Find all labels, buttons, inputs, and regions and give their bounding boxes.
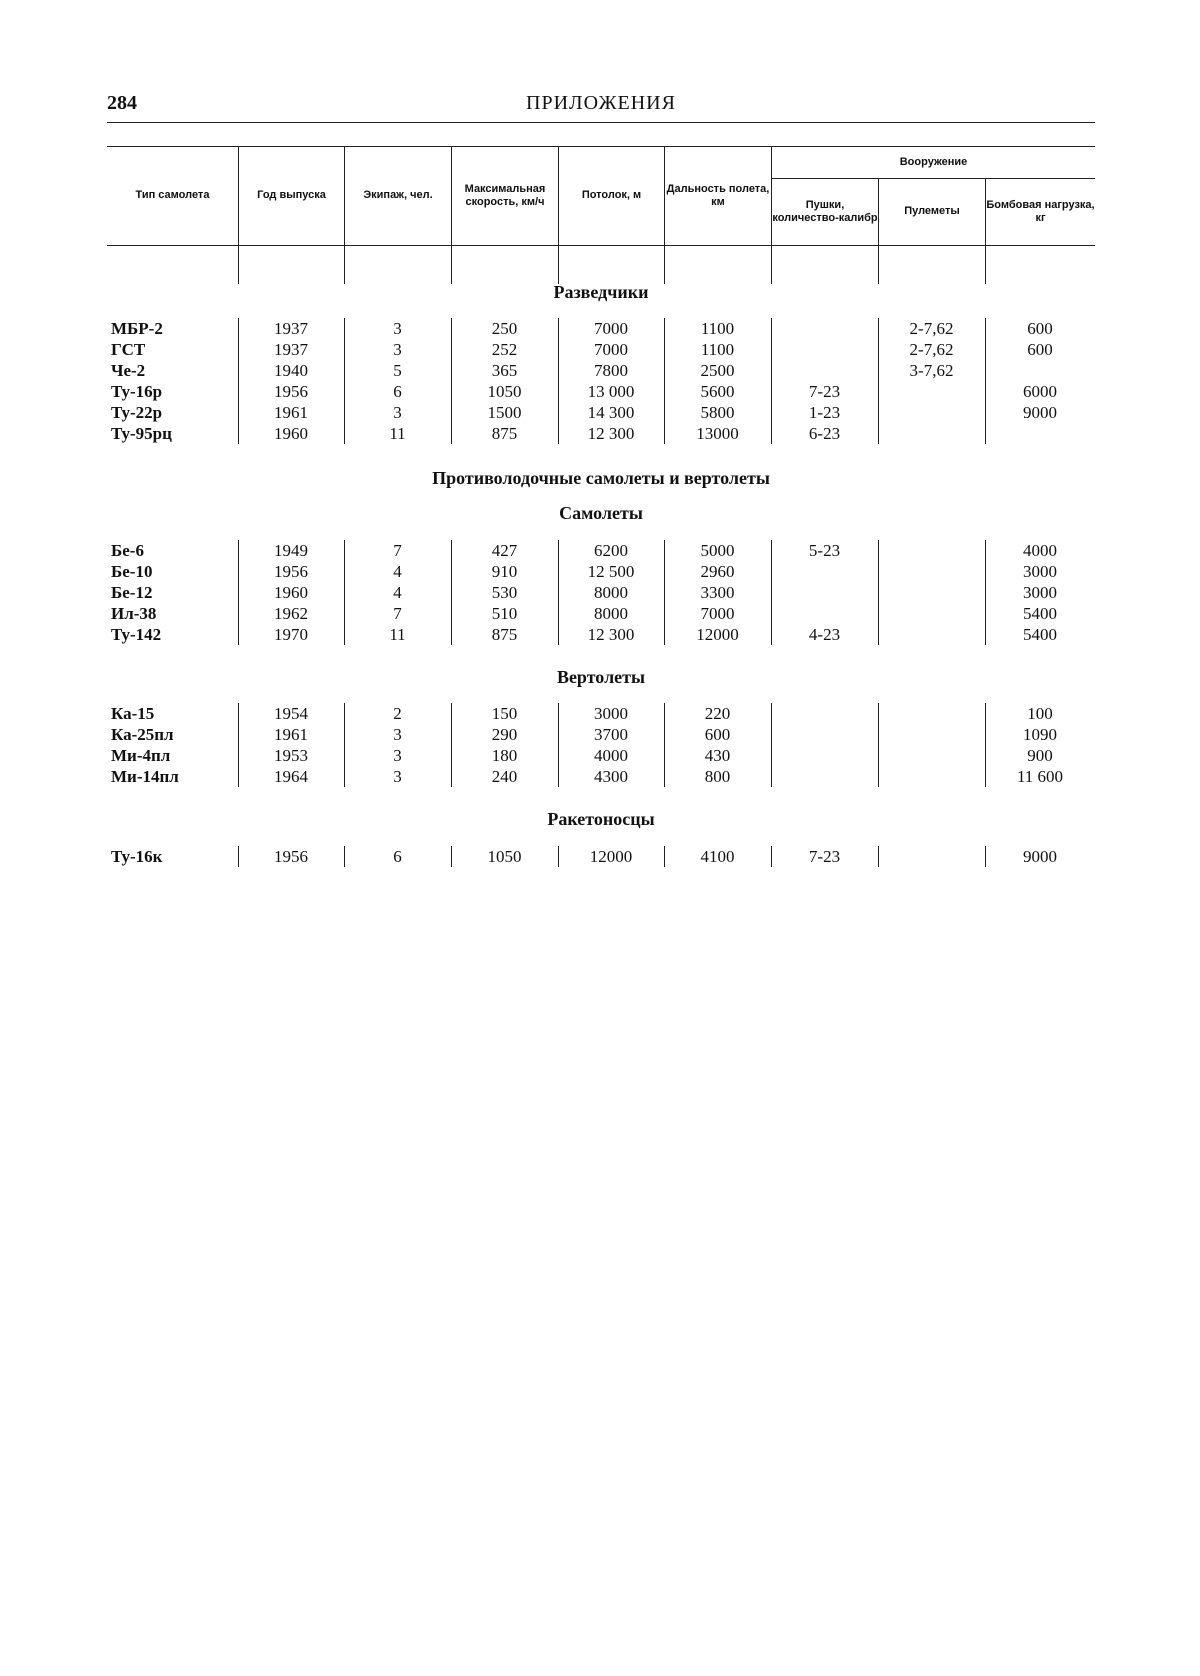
header-bomb-load: Бомбовая нагрузка, кг bbox=[985, 179, 1095, 245]
column-rule bbox=[558, 540, 559, 645]
cell-range: 4100 bbox=[700, 847, 735, 866]
column-rule bbox=[985, 846, 986, 867]
cell-year: 1961 bbox=[274, 725, 308, 744]
cell-year: 1960 bbox=[274, 583, 308, 602]
column-rule bbox=[771, 846, 772, 867]
header-speed: Максимальная скорость, км/ч bbox=[451, 147, 558, 245]
cell-bomb-load: 100 bbox=[1027, 704, 1053, 723]
column-rule bbox=[664, 703, 665, 787]
cell-speed: 910 bbox=[491, 562, 518, 581]
cell-range: 3300 bbox=[700, 583, 735, 602]
table-row bbox=[107, 360, 1095, 381]
column-rule bbox=[771, 540, 772, 645]
cell-range: 1100 bbox=[700, 319, 735, 338]
cell-range: 2960 bbox=[700, 562, 735, 581]
cell-guns bbox=[771, 724, 878, 745]
cell-guns: 6-23 bbox=[808, 424, 841, 443]
cell-bomb-load: 6000 bbox=[1023, 382, 1057, 401]
cell-type: МБР-2 bbox=[111, 319, 163, 338]
cell-speed: 510 bbox=[491, 604, 518, 623]
header-armament: Вооружение bbox=[771, 147, 1095, 179]
cell-ceiling: 4300 bbox=[594, 767, 628, 786]
cell-type: Бе-10 bbox=[111, 562, 153, 581]
column-rule bbox=[878, 703, 879, 787]
header-range: Дальность полета, км bbox=[664, 147, 771, 245]
cell-type: Ка-25пл bbox=[111, 725, 174, 744]
cell-range: 7000 bbox=[700, 604, 735, 623]
table-group-missile bbox=[107, 846, 1095, 867]
cell-bomb-load: 600 bbox=[1027, 340, 1053, 359]
column-rule bbox=[985, 703, 986, 787]
cell-speed: 427 bbox=[491, 541, 518, 560]
running-title: ПРИЛОЖЕНИЯ bbox=[526, 92, 676, 114]
column-rule bbox=[344, 244, 345, 284]
cell-crew: 3 bbox=[393, 767, 402, 786]
cell-bomb-load: 9000 bbox=[1023, 847, 1057, 866]
cell-ceiling: 7000 bbox=[594, 340, 628, 359]
cell-crew: 11 bbox=[389, 424, 406, 443]
cell-crew: 3 bbox=[393, 319, 402, 338]
cell-speed: 1500 bbox=[487, 403, 522, 422]
cell-type: Ту-16к bbox=[111, 847, 163, 866]
cell-range: 5600 bbox=[700, 382, 735, 401]
cell-type: Бе-6 bbox=[111, 541, 144, 560]
cell-crew: 3 bbox=[393, 746, 402, 765]
cell-crew: 6 bbox=[393, 382, 402, 401]
cell-guns bbox=[771, 703, 878, 724]
column-rule bbox=[451, 540, 452, 645]
cell-guns bbox=[771, 745, 878, 766]
cell-bomb-load: 3000 bbox=[1023, 583, 1057, 602]
column-rule bbox=[238, 244, 239, 284]
cell-range: 800 bbox=[704, 767, 731, 786]
column-rule bbox=[344, 318, 345, 444]
cell-machine-guns bbox=[878, 703, 985, 724]
column-rule bbox=[771, 703, 772, 787]
cell-speed: 180 bbox=[491, 746, 518, 765]
cell-crew: 4 bbox=[393, 562, 402, 581]
cell-machine-guns bbox=[878, 582, 985, 603]
cell-year: 1937 bbox=[274, 319, 308, 338]
cell-type: Ту-16р bbox=[111, 382, 163, 401]
cell-guns bbox=[771, 766, 878, 787]
cell-guns: 1-23 bbox=[808, 403, 841, 422]
cell-ceiling: 8000 bbox=[594, 604, 628, 623]
cell-type: Ми-14пл bbox=[111, 767, 179, 786]
table-row bbox=[107, 381, 1095, 402]
table-row bbox=[107, 724, 1095, 745]
cell-machine-guns bbox=[878, 846, 985, 867]
header-crew: Экипаж, чел. bbox=[344, 147, 451, 245]
cell-ceiling: 14 300 bbox=[587, 403, 635, 422]
cell-crew: 2 bbox=[393, 704, 402, 723]
column-rule bbox=[878, 540, 879, 645]
cell-speed: 290 bbox=[491, 725, 518, 744]
cell-crew: 7 bbox=[393, 541, 402, 560]
cell-range: 220 bbox=[704, 704, 731, 723]
header-year: Год выпуска bbox=[238, 147, 344, 245]
cell-bomb-load bbox=[985, 360, 1095, 381]
cell-machine-guns bbox=[878, 381, 985, 402]
table-row bbox=[107, 846, 1095, 867]
cell-ceiling: 12 500 bbox=[587, 562, 635, 581]
table-header bbox=[107, 146, 1095, 246]
cell-guns bbox=[771, 603, 878, 624]
column-rule bbox=[451, 244, 452, 284]
table-row bbox=[107, 766, 1095, 787]
table-row bbox=[107, 423, 1095, 444]
cell-bomb-load: 4000 bbox=[1023, 541, 1057, 560]
cell-type: Ту-142 bbox=[111, 625, 162, 644]
column-rules bbox=[107, 244, 1095, 284]
header-type: Тип самолета bbox=[135, 189, 210, 202]
cell-range: 430 bbox=[704, 746, 731, 765]
cell-crew: 5 bbox=[393, 361, 402, 380]
cell-year: 1954 bbox=[274, 704, 308, 723]
cell-year: 1964 bbox=[274, 767, 308, 786]
section-heading-aircraft: Самолеты bbox=[559, 503, 643, 523]
cell-speed: 150 bbox=[491, 704, 518, 723]
cell-machine-guns bbox=[878, 423, 985, 444]
page-header bbox=[107, 90, 1095, 123]
cell-type: Бе-12 bbox=[111, 583, 153, 602]
cell-range: 12000 bbox=[696, 625, 739, 644]
cell-guns bbox=[771, 582, 878, 603]
cell-year: 1970 bbox=[274, 625, 308, 644]
cell-ceiling: 12000 bbox=[589, 847, 633, 866]
cell-bomb-load: 600 bbox=[1027, 319, 1053, 338]
cell-type: Ка-15 bbox=[111, 704, 155, 723]
header-ceiling: Потолок, м bbox=[558, 147, 664, 245]
column-rule bbox=[985, 318, 986, 444]
cell-bomb-load: 5400 bbox=[1023, 625, 1057, 644]
cell-year: 1962 bbox=[274, 604, 308, 623]
column-rule bbox=[558, 846, 559, 867]
cell-speed: 1050 bbox=[487, 847, 522, 866]
table-row bbox=[107, 339, 1095, 360]
cell-year: 1949 bbox=[274, 541, 308, 560]
cell-speed: 875 bbox=[491, 424, 518, 443]
column-rule bbox=[664, 244, 665, 284]
column-rule bbox=[238, 318, 239, 444]
cell-crew: 3 bbox=[393, 725, 402, 744]
cell-crew: 3 bbox=[393, 340, 402, 359]
cell-speed: 250 bbox=[491, 319, 518, 338]
cell-guns bbox=[771, 561, 878, 582]
cell-ceiling: 12 300 bbox=[587, 424, 635, 443]
table-row bbox=[107, 603, 1095, 624]
cell-guns: 7-23 bbox=[808, 382, 841, 401]
cell-bomb-load: 11 600 bbox=[1016, 767, 1064, 786]
column-rule bbox=[451, 846, 452, 867]
column-rule bbox=[558, 318, 559, 444]
cell-machine-guns: 2-7,62 bbox=[909, 319, 954, 338]
cell-ceiling: 7000 bbox=[594, 319, 628, 338]
cell-speed: 240 bbox=[491, 767, 518, 786]
cell-type: Ту-22р bbox=[111, 403, 163, 422]
cell-machine-guns bbox=[878, 624, 985, 645]
page-number: 284 bbox=[107, 92, 137, 114]
table-row bbox=[107, 561, 1095, 582]
section-heading-antisub: Противолодочные самолеты и вертолеты bbox=[432, 468, 770, 488]
cell-bomb-load bbox=[985, 423, 1095, 444]
cell-guns bbox=[771, 360, 878, 381]
column-rule bbox=[664, 846, 665, 867]
cell-speed: 365 bbox=[491, 361, 518, 380]
cell-range: 2500 bbox=[700, 361, 735, 380]
cell-machine-guns: 2-7,62 bbox=[909, 340, 954, 359]
cell-year: 1960 bbox=[274, 424, 308, 443]
column-rule bbox=[664, 540, 665, 645]
column-rule bbox=[451, 703, 452, 787]
cell-machine-guns bbox=[878, 745, 985, 766]
column-rule bbox=[451, 318, 452, 444]
column-rule bbox=[664, 318, 665, 444]
cell-machine-guns bbox=[878, 766, 985, 787]
cell-ceiling: 12 300 bbox=[587, 625, 635, 644]
cell-speed: 530 bbox=[491, 583, 518, 602]
cell-crew: 4 bbox=[393, 583, 402, 602]
cell-crew: 6 bbox=[393, 847, 402, 866]
cell-year: 1937 bbox=[274, 340, 308, 359]
cell-type: Ту-95рц bbox=[111, 424, 172, 443]
cell-type: Че-2 bbox=[111, 361, 146, 380]
cell-range: 13000 bbox=[696, 424, 739, 443]
cell-year: 1956 bbox=[274, 562, 308, 581]
cell-year: 1940 bbox=[274, 361, 308, 380]
cell-type: Ми-4пл bbox=[111, 746, 171, 765]
cell-crew: 11 bbox=[389, 625, 406, 644]
header-machine-guns: Пулеметы bbox=[878, 179, 985, 245]
table-group-recon bbox=[107, 318, 1095, 444]
cell-bomb-load: 3000 bbox=[1023, 562, 1057, 581]
section-heading-missile: Ракетоносцы bbox=[547, 809, 655, 829]
table-row bbox=[107, 745, 1095, 766]
cell-crew: 3 bbox=[393, 403, 402, 422]
column-rule bbox=[238, 540, 239, 645]
cell-type: ГСТ bbox=[111, 340, 146, 359]
cell-guns bbox=[771, 318, 878, 339]
table-row bbox=[107, 624, 1095, 645]
column-rule bbox=[238, 703, 239, 787]
cell-year: 1961 bbox=[274, 403, 308, 422]
cell-speed: 1050 bbox=[487, 382, 522, 401]
cell-ceiling: 6200 bbox=[594, 541, 628, 560]
table-row bbox=[107, 402, 1095, 423]
cell-ceiling: 7800 bbox=[594, 361, 628, 380]
column-rule bbox=[344, 846, 345, 867]
table-row bbox=[107, 540, 1095, 561]
column-rule bbox=[344, 703, 345, 787]
column-rule bbox=[878, 244, 879, 284]
cell-guns: 5-23 bbox=[808, 541, 841, 560]
cell-ceiling: 4000 bbox=[594, 746, 628, 765]
header-guns: Пушки, количество-калибр bbox=[771, 179, 878, 245]
cell-machine-guns bbox=[878, 603, 985, 624]
cell-machine-guns bbox=[878, 561, 985, 582]
cell-bomb-load: 9000 bbox=[1023, 403, 1057, 422]
cell-range: 600 bbox=[704, 725, 731, 744]
column-rule bbox=[238, 846, 239, 867]
cell-guns: 7-23 bbox=[808, 847, 841, 866]
column-rule bbox=[558, 703, 559, 787]
cell-ceiling: 3700 bbox=[594, 725, 628, 744]
cell-machine-guns bbox=[878, 724, 985, 745]
cell-bomb-load: 1090 bbox=[1023, 725, 1057, 744]
cell-guns bbox=[771, 339, 878, 360]
table-row bbox=[107, 582, 1095, 603]
table-group-aircraft bbox=[107, 540, 1095, 645]
cell-ceiling: 3000 bbox=[594, 704, 628, 723]
table-group-helicopters bbox=[107, 703, 1095, 787]
cell-year: 1956 bbox=[274, 847, 308, 866]
section-heading-helicopters: Вертолеты bbox=[556, 667, 646, 687]
cell-machine-guns bbox=[878, 540, 985, 561]
cell-bomb-load: 5400 bbox=[1023, 604, 1057, 623]
column-rule bbox=[771, 244, 772, 284]
cell-machine-guns: 3-7,62 bbox=[909, 361, 954, 380]
cell-range: 5800 bbox=[700, 403, 735, 422]
cell-range: 1100 bbox=[700, 340, 735, 359]
column-rule bbox=[985, 244, 986, 284]
table-row bbox=[107, 703, 1095, 724]
column-rule bbox=[558, 244, 559, 284]
cell-range: 5000 bbox=[700, 541, 735, 560]
section-heading-recon: Разведчики bbox=[553, 282, 649, 302]
cell-crew: 7 bbox=[393, 604, 402, 623]
column-rule bbox=[878, 318, 879, 444]
column-rule bbox=[771, 318, 772, 444]
cell-ceiling: 8000 bbox=[594, 583, 628, 602]
cell-bomb-load: 900 bbox=[1027, 746, 1053, 765]
cell-ceiling: 13 000 bbox=[587, 382, 635, 401]
column-rule bbox=[985, 540, 986, 645]
cell-year: 1956 bbox=[274, 382, 308, 401]
cell-speed: 875 bbox=[491, 625, 518, 644]
table-row bbox=[107, 318, 1095, 339]
cell-guns: 4-23 bbox=[808, 625, 841, 644]
cell-speed: 252 bbox=[491, 340, 518, 359]
column-rule bbox=[878, 846, 879, 867]
cell-year: 1953 bbox=[274, 746, 308, 765]
column-rule bbox=[344, 540, 345, 645]
cell-type: Ил-38 bbox=[111, 604, 157, 623]
cell-machine-guns bbox=[878, 402, 985, 423]
